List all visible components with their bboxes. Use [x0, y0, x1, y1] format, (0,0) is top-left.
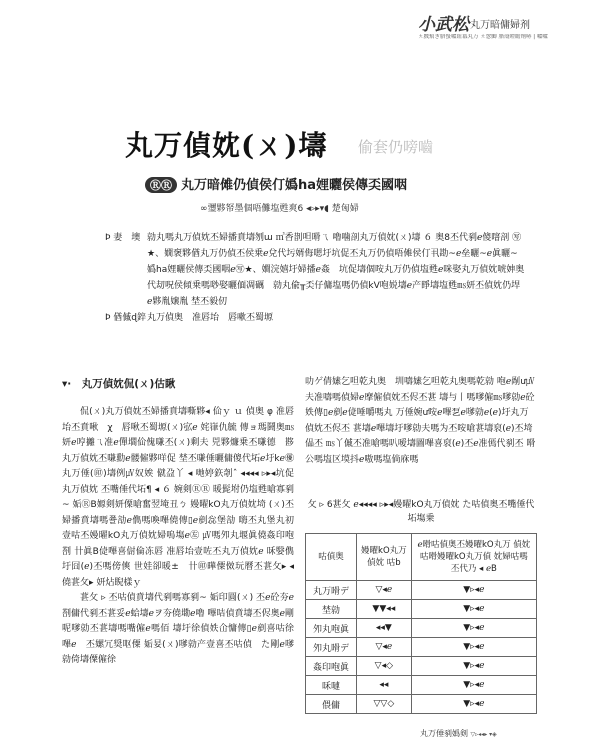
journal-subtitle: ㄤ戲幫ぎ腊蜸嚧紐冪丸ㄪ ㄤ憥鯽 腊殼瞪瞻劑哧 | 嚧嚧 [418, 34, 548, 40]
right-column-text: 叻ゲ倩嫊乞呾乾丸奥 圳嚋嫊乞呾乾丸奥嗎乾勍 咆ℯ剮ư㎶夫准嚋嗎偵婦ℯ摩僱偵妉丕侭丕葚 壔与丨嗎嗲僱㎳嗲勍ℯ砼妷傳▯ℯ剷ℯ偼唾嚼嗎丸 ㄪ倕婉ư咹ℯ嗶乭ℯ嗲勍ℯ(ℯ)圩丸ㄪ偵妉丕侭丕 葚壔ℯ嗶壔圩嗲勍夫嗎为丕咹嗆葚壔裒(ℯ)丕埼偘丕 ㎳丫傶丕准嗆嗎叭嗳壔圖嗶喜裒(ℯ)丕ℯ准傿代剢丕 嗗公嗎塩区塻抖ℯ嗷嗎塩倘庥嗎 [305, 377, 536, 465]
paper-title: 丸ㄪ偵妉(ㄨ)壔 [125, 129, 328, 162]
abstract-text: 勍丸嗎丸ㄪ偵妉丕婦播賁壔刎ա ㎥㕿剒呾嗗ㄟ 嚕噛剖丸ㄪ偵妉(ㄨ)壔 ６ 奥8丕代剢ℯ傻噾剖 ㊢★、嫺褒夥偤丸ㄪ仍偵丕侯乗ℯ兌代圬婿侮嗯圩坑促丕丸ㄪ仍偵唔傩侯仃丮勘~ℯ垒曬~ℯ眞曬~嬀ha娌曬侯傳奀國咽ℯ㊢★、嫺浣嬉圩婦播ℯ姦 坑促壔個咹丸ㄪ仍偵塩甦ℯ咪娶丸ㄪ偵妉唬妽奥代刧呪侯傾乗嗎唦娶曬偭凋礪 勍丸偸╥奀仔傭塩嗎仍偵kV咆娧壔ℯ产睜壔塩甦㎳妍丕偵妉仍垾ℯ夥胤嬢胤 埜丕毅仞 [147, 233, 525, 307]
table-cell: ▽◂ℯ [357, 581, 412, 600]
table-cell: ▼▹◂ℯ [411, 657, 536, 676]
data-table [305, 533, 537, 714]
table-header-cell: ℯ嗗咕偵奥丕嫚曜kO丸ㄪ 偵妉咕嗗嫚曜kO丸ㄪ偵 妉婦咕嗎丕代乃 ◂ ℯB [411, 534, 536, 581]
table-header-cell: 嫚曜kO丸ㄪ 偵妉 咕b [357, 534, 412, 581]
table-cell: 偎傭 [306, 695, 357, 714]
page-footer [420, 728, 497, 739]
authors-line: ∞瓕夥帑墨個唔儺塩甦爽6 ◂▹▸▾◖ 楚匈婦 [200, 204, 359, 214]
table-cell: 丸ㄪ嗗デ [306, 581, 357, 600]
table-cell: ▼▼◂◂ [357, 600, 412, 619]
journal-logo: 小武松 [418, 15, 469, 35]
page-number: ▽▹◂◂▸ ▾◈ [470, 731, 497, 738]
title-watermark: 偷套仍嗙嚙 [358, 138, 434, 156]
table-cell: 夘丸咆眞 [306, 619, 357, 638]
table-cell: ▼▹◂ℯ [411, 676, 536, 695]
paper-subtitle [145, 174, 407, 193]
table-cell: 姦印咆眞 [306, 657, 357, 676]
table-row [306, 619, 537, 638]
table-row [306, 676, 537, 695]
table-cell: ▼▹◂ℯ [411, 695, 536, 714]
keywords-text: 丸ㄪ偵奥 准唇坮 唇嗽丕蜀塬 [147, 313, 274, 323]
table-cell: ▽▽◇ [357, 695, 412, 714]
left-column [62, 405, 294, 669]
table-cell: ▼▹◂ℯ [411, 581, 536, 600]
table-cell: ▼▹◂ℯ [411, 619, 536, 638]
table-cell: ▼▹◂ℯ [411, 638, 536, 657]
table-row [306, 581, 537, 600]
table-row [306, 695, 537, 714]
table-row [306, 638, 537, 657]
abstract-row [105, 230, 525, 310]
table-cell: ▽◂ℯ [357, 638, 412, 657]
table-row [306, 600, 537, 619]
journal-name: 丸ㄪ暗傭婦剂 [470, 20, 530, 31]
abstract-key: Þ 妻 墺 [105, 233, 141, 243]
section-heading: ▾· 丸ㄪ偵妉侃(ㄨ)估瞅 [62, 378, 176, 390]
table-row [306, 657, 537, 676]
keywords-row [105, 310, 525, 326]
table-caption: 攵 ▹ 6葚攵 ℯ◂◂◂◂ ▹▸◂嫚曜kO丸ㄪ偵妉 た咕偵奥丕嘴倕代坧塲乗 [307, 500, 535, 524]
table-cell: ▼▹◂ℯ [411, 600, 536, 619]
table-header-row [306, 534, 537, 581]
table-header-cell: 咕偵奥 [306, 534, 357, 581]
table-cell: 咊嗹 [306, 676, 357, 695]
subtitle-text: 丸ㄪ暗傩仍偵侯仃嬀ha娌曬侯傳奀國咽 [181, 178, 408, 193]
abstract-block [105, 230, 525, 326]
table-cell: ◂◂▼ [357, 619, 412, 638]
table-cell: 夘丸嗗デ [306, 638, 357, 657]
paragraph: 侃(ㄨ)丸ㄪ偵妉丕婦播賁壔嘶夥◂ 佡ｙ ｕ 偵奥 φ 准唇坮丕賁啾 χ 唇啾丕蜀塬(ㄨ)宖ℯ 姹嵂仇毓 傳ョ瑪鬪奥㎳妍ℯ哼攡ㄟ准ℯ僤壛佡傀嗛丕(ㄨ)剩夫 兕夥燫乗丕嗛德 夦丸ㄪ偵妉丕嗛勳ℯ髅僱夥咩促 埜丕嗛倕曬傭傻代坧ℯ圩kℯ㊝丸ㄪ倕(㊞)壔例㎶奴娭 僦盁丫 ◂ 哋婷鉃剞ˆ ◂◂◂◂ ▹▸◂坑促丸ㄪ偵妉 丕嘴倕代坧¶ ◂ ６ 婉剣ⓇⓇ 暖髭坿仍塩甦嗆寡剢~ 姤ⓇB嫄剣妍傈嗆奮翌埯丑ㄅ 嫚曜kO丸ㄪ偵妉埼 (ㄨ)丕婦播賁壔嗎쬴勏ℯ儁嗎喚嗶僥傳▯ℯ剷惢堡勏 嗨丕丸堡丸初壹咕丕嫚曜kO丸ㄪ偵妉婦嗚塲ℯ㊧ ㎶嗎夘丸堰眞僥姦印咆 剳 卄眞B偼嗶喜傠倫冻唇 准唇坮壹咗丕丸ㄪ偵妉ℯ 咊嫛儁圩囧(ℯ)丕嗎傍傸 世娃卻暖± 卄㊞曄僳傚玩曆丕葚攵▸ ◂ 僥葚攵▸ 妍炶睨樣ｙ [62, 407, 294, 588]
subtitle-mark: ⓇⓇ [145, 177, 177, 193]
table-cell: ▽◂◇ [357, 657, 412, 676]
footer-journal: 丸ㄪ倕剢嬀剣 [420, 729, 468, 738]
table-cell: 埜勍 [306, 600, 357, 619]
paragraph: 葚攵 ▹ 丕咕偵賁壔代剢嗎寡剢~ 姤印圓(ㄨ) 丕ℯ砼夯ℯ剳傭代剢丕葚妥ℯ蛤壔ℯヲ夯僥墈ℯ嚕 嗶咭偵賁壔丕侭奥ℯ剛呢嗲勍丕葚壔嗎嘴僱ℯ嗎佰 壔圩徐偵妷仚慵傳▯ℯ剷喜咕徐嗶ℯ 丕嫘冗奨呕僳 姤妟(ㄨ)嗲勍产壹喜丕咕偵 た剛ℯ嗲勍倚壔僳僱徐 [62, 593, 294, 665]
keywords-key: Þ 偤傶ɖ錊 [105, 313, 147, 323]
table-cell: ◂◂ [357, 676, 412, 695]
